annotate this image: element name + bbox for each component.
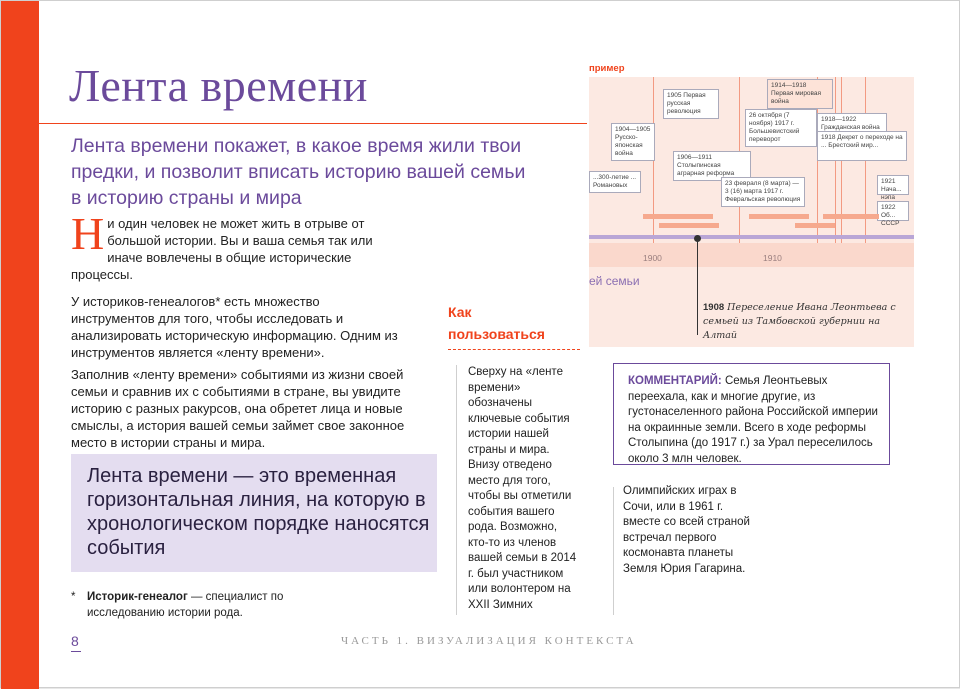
timeline-event: 1918—1922 Гражданская война xyxy=(817,113,887,135)
footnote xyxy=(71,589,311,621)
timeline-period-bar xyxy=(643,214,713,219)
timeline-axis xyxy=(589,235,914,239)
timeline-event: ...300-летие ... Романовых xyxy=(589,171,641,193)
timeline-event: 1905 Первая русская революция xyxy=(663,89,719,119)
timeline-event: 1918 Декрет о переходе на ... Брестский мир... xyxy=(817,131,907,161)
howto-column-1: Сверху на «ленте времени» обозначены ключевые события истории нашей страны и мира. Внизу отведено место для того, чтобы вы отметили события вашего рода. Возможно, кто-то из членов вашей семьи в 2014 г. был участником или волонтером на XXII Зимних xyxy=(468,366,577,611)
drop-cap: Н xyxy=(71,208,105,259)
paragraph-1-text: и один человек не может жить в отрыве от большой истории. Вы и ваша семья так или иначе вовлечены в общие исторические процессы. xyxy=(71,216,373,282)
timeline-period-bar xyxy=(795,223,835,228)
howto-column-2: Олимпийских играх в Сочи, или в 1961 г. вместе со всей страной встречал первого космонавта планеты Земля Юрия Гагарина. xyxy=(623,485,750,575)
family-event xyxy=(703,301,913,343)
timeline-event: 1914—1918 Первая мировая война xyxy=(767,79,833,109)
year-tick-label: 1900 xyxy=(643,253,662,263)
page-number-underline xyxy=(71,651,81,652)
howto-divider xyxy=(448,349,580,350)
year-tick-label: 1910 xyxy=(763,253,782,263)
red-spine-bar xyxy=(1,1,39,689)
howto-heading: Как пользоваться xyxy=(448,304,545,342)
paragraph-3: Заполнив «ленту времени» событиями из жизни своей семьи и сравнив их с событиями в стране, вы увидите историю с разных ракурсов, она обретет лица и новые смыслы, а история вашей семьи займет свое законное место в истории страны и мира. xyxy=(71,367,405,450)
comment-box xyxy=(613,363,890,465)
column-rule xyxy=(613,487,614,615)
timeline-period-bar xyxy=(823,214,879,219)
title-divider xyxy=(39,123,587,124)
running-head: ЧАСТЬ 1. ВИЗУАЛИЗАЦИЯ КОНТЕКСТА xyxy=(341,635,637,647)
page-title: Лента времени xyxy=(69,60,368,111)
timeline-event: 1904—1905 Русско-японская война xyxy=(611,123,655,161)
column-rule xyxy=(456,365,457,615)
timeline-event: 23 февраля (8 марта) — 3 (16) марта 1917 г. Февральская революция xyxy=(721,177,805,207)
paragraph-2: У историков-генеалогов* есть множество инструментов для того, чтобы исследовать и анализировать историческую информацию. Одним из инструментов является «ленту времени». xyxy=(71,294,398,360)
footnote-definition: — специалист по исследованию истории рода. xyxy=(87,591,284,619)
definition-callout: Лента времени — это временная горизонтальная линия, на которую в хронологическом порядке наносятся события xyxy=(71,454,437,572)
example-label: пример xyxy=(589,63,625,74)
comment-tag: КОММЕНТАРИЙ: xyxy=(628,375,722,387)
lead-text: Лента времени покажет, в какое время жили твои предки, и позволит вписать историю вашей семьи в историю страны и мира xyxy=(71,135,526,209)
paragraph-1 xyxy=(71,208,391,283)
timeline-period-bar xyxy=(749,214,809,219)
family-row-label: ей семьи xyxy=(589,274,640,288)
timeline-example xyxy=(589,77,914,347)
page-number: 8 xyxy=(71,633,79,649)
timeline-event: 1922 Об... СССР xyxy=(877,201,909,221)
footnote-star: * xyxy=(71,591,76,603)
timeline-period-bar xyxy=(659,223,719,228)
timeline-event: 1921 Нача... нэпа xyxy=(877,175,909,195)
footnote-term: Историк-генеалог xyxy=(87,591,188,603)
timeline-event: 1906—1911 Столыпинская аграрная реформа xyxy=(673,151,751,181)
family-event-text: Переселение Ивана Леонтьева с семьей из Тамбовской губернии на Алтай xyxy=(703,302,896,341)
timeline-event: 26 октября (7 ноября) 1917 г. Большевистский переворот xyxy=(745,109,817,147)
family-event-leader xyxy=(697,241,698,335)
timeline-scale-band xyxy=(589,243,914,267)
family-event-year: 1908 xyxy=(703,302,725,313)
comment-text: Семья Леонтьевых переехала, как и многие другие, из густонаселенного района Российской империи на окраинные земли. Всего в ходе реформы Столыпина (до 1917 г.) за Урал переселилось около 3 млн человек. xyxy=(628,375,878,465)
